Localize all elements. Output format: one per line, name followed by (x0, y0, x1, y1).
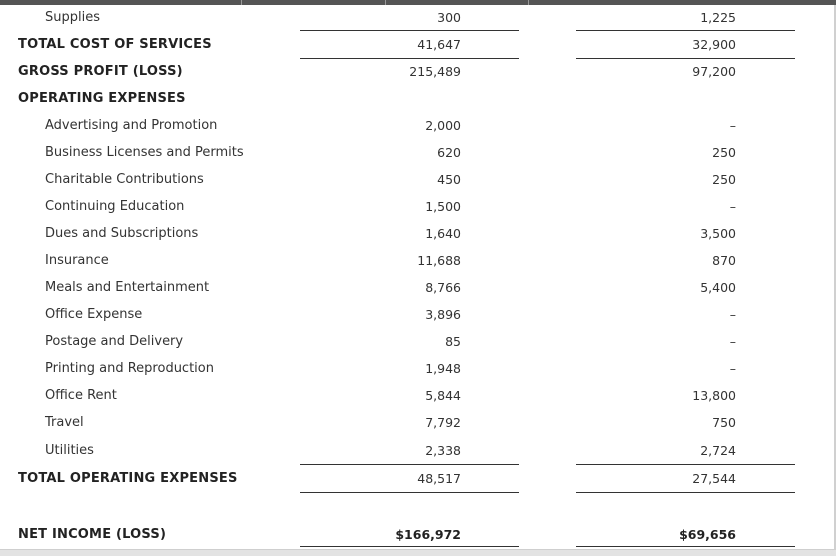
row-label: Charitable Contributions (45, 172, 204, 187)
value-col1: 2,338 (425, 443, 461, 458)
value-col1: 11,688 (417, 253, 461, 268)
value-col2: 3,500 (700, 226, 736, 241)
value-col2: 32,900 (692, 37, 736, 52)
row-label: Office Expense (45, 307, 143, 322)
table-row (0, 328, 834, 355)
value-col2: 13,800 (692, 388, 736, 403)
value-col2: 27,544 (692, 471, 736, 486)
row-label: Business Licenses and Permits (45, 145, 244, 160)
horizontal-scrollbar[interactable] (0, 549, 836, 556)
value-col1: 300 (437, 10, 461, 25)
row-label: TOTAL COST OF SERVICES (18, 37, 212, 52)
value-col1: 1,640 (425, 226, 461, 241)
table-row (0, 382, 834, 409)
row-label: Supplies (45, 10, 100, 25)
table-row (0, 465, 834, 492)
row-label: Postage and Delivery (45, 334, 184, 349)
table-row (0, 274, 834, 301)
value-col2: – (729, 199, 736, 214)
table-row (0, 166, 834, 193)
value-col2: 250 (712, 172, 736, 187)
row-label: Insurance (45, 253, 109, 268)
net-income-row (0, 521, 834, 548)
double-underline-rule (300, 546, 519, 547)
row-label: Dues and Subscriptions (45, 226, 199, 241)
row-label: Continuing Education (45, 199, 185, 214)
value-col1: 1,948 (425, 361, 461, 376)
net-income-col1: $166,972 (395, 527, 461, 542)
section-heading-row (0, 85, 834, 112)
section-heading: OPERATING EXPENSES (18, 91, 186, 106)
row-label: Utilities (45, 443, 94, 458)
value-col2: 750 (712, 415, 736, 430)
table-row (0, 220, 834, 247)
row-label: Office Rent (45, 388, 117, 403)
table-row (0, 355, 834, 382)
row-label: TOTAL OPERATING EXPENSES (18, 471, 238, 486)
table-row (0, 112, 834, 139)
value-col1: 2,000 (425, 118, 461, 133)
value-col2: 2,724 (700, 443, 736, 458)
row-label: NET INCOME (LOSS) (18, 527, 167, 542)
value-col1: 48,517 (417, 471, 461, 486)
value-col1: 8,766 (425, 280, 461, 295)
value-col2: 1,225 (700, 10, 736, 25)
value-col2: 97,200 (692, 64, 736, 79)
row-label: Travel (45, 415, 84, 430)
row-label: Meals and Entertainment (45, 280, 210, 295)
table-row (0, 4, 834, 31)
double-underline-rule (576, 546, 795, 547)
value-col1: 3,896 (425, 307, 461, 322)
table-row (0, 58, 834, 85)
table-row (0, 437, 834, 464)
underline-rule (300, 492, 519, 493)
value-col1: 620 (437, 145, 461, 160)
value-col1: 41,647 (417, 37, 461, 52)
value-col2: 250 (712, 145, 736, 160)
value-col1: 5,844 (425, 388, 461, 403)
underline-rule (576, 492, 795, 493)
table-row (0, 301, 834, 328)
row-label: Advertising and Promotion (45, 118, 218, 133)
table-row (0, 409, 834, 436)
value-col1: 215,489 (409, 64, 461, 79)
table-row (0, 193, 834, 220)
value-col1: 85 (445, 334, 461, 349)
table-row (0, 139, 834, 166)
value-col1: 1,500 (425, 199, 461, 214)
value-col1: 7,792 (425, 415, 461, 430)
value-col2: 5,400 (700, 280, 736, 295)
value-col2: – (729, 307, 736, 322)
value-col2: – (729, 118, 736, 133)
value-col2: – (729, 334, 736, 349)
table-row (0, 31, 834, 58)
net-income-col2: $69,656 (679, 527, 736, 542)
value-col2: – (729, 361, 736, 376)
value-col2: 870 (712, 253, 736, 268)
row-label: GROSS PROFIT (LOSS) (18, 64, 183, 79)
value-col1: 450 (437, 172, 461, 187)
table-row (0, 247, 834, 274)
row-label: Printing and Reproduction (45, 361, 214, 376)
